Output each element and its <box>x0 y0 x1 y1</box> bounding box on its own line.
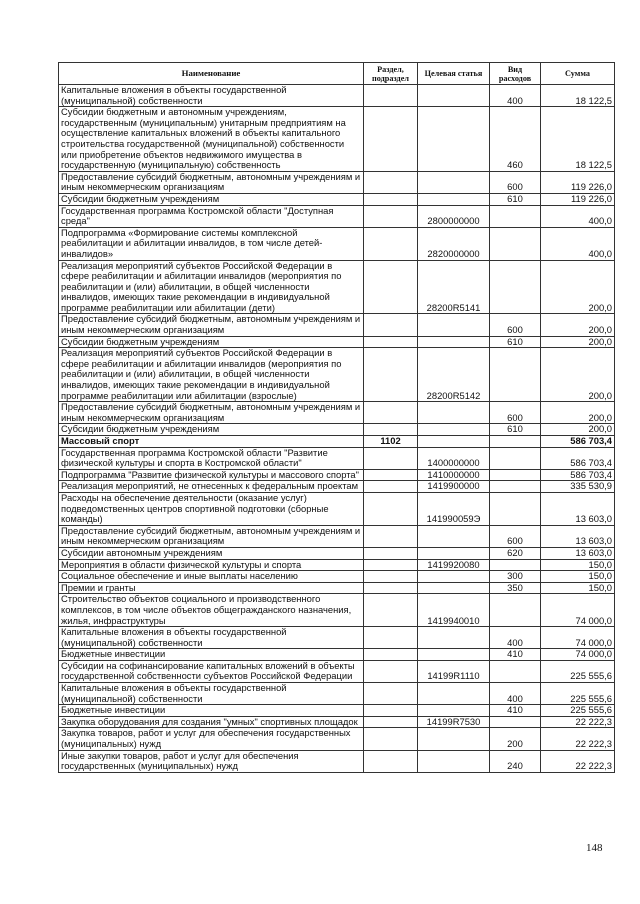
cell-name: Государственная программа Костромской области "Развитие физической культуры и спорта в Костромской области" <box>59 447 364 469</box>
cell-type <box>490 260 541 314</box>
table-header <box>59 63 615 85</box>
table-row <box>59 627 615 649</box>
cell-code <box>418 193 490 205</box>
cell-code <box>418 627 490 649</box>
cell-section <box>364 447 418 469</box>
cell-section <box>364 260 418 314</box>
table-row <box>59 85 615 107</box>
cell-sum: 400,0 <box>541 205 615 227</box>
cell-section <box>364 649 418 661</box>
cell-sum: 200,0 <box>541 424 615 436</box>
cell-sum: 13 603,0 <box>541 547 615 559</box>
budget-table <box>58 62 615 773</box>
cell-section <box>364 525 418 547</box>
cell-section <box>364 348 418 402</box>
cell-type: 460 <box>490 107 541 172</box>
cell-code: 1419940010 <box>418 594 490 627</box>
table-row <box>59 716 615 728</box>
cell-sum: 225 555,6 <box>541 705 615 717</box>
table-row <box>59 728 615 750</box>
cell-name: Субсидии бюджетным учреждениям <box>59 424 364 436</box>
cell-type: 200 <box>490 728 541 750</box>
cell-code <box>418 85 490 107</box>
cell-section <box>364 424 418 436</box>
cell-sum: 22 222,3 <box>541 716 615 728</box>
col-header-name: Наименование <box>59 63 364 85</box>
cell-code <box>418 436 490 448</box>
cell-section <box>364 85 418 107</box>
cell-section <box>364 171 418 193</box>
table-row <box>59 107 615 172</box>
table-row <box>59 481 615 493</box>
table-row <box>59 314 615 336</box>
cell-code <box>418 424 490 436</box>
col-header-section: Раздел, подраздел <box>364 63 418 85</box>
cell-name: Расходы на обеспечение деятельности (оказание услуг) подведомственных центров спортивной подготовки (сборные команды) <box>59 492 364 525</box>
table-row <box>59 649 615 661</box>
cell-section <box>364 469 418 481</box>
cell-section: 1102 <box>364 436 418 448</box>
table-row <box>59 571 615 583</box>
cell-section <box>364 402 418 424</box>
cell-name: Подпрограмма «Формирование системы комплексной реабилитации и абилитации инвалидов, в том числе детей-инвалидов» <box>59 227 364 260</box>
table-row <box>59 447 615 469</box>
cell-sum: 200,0 <box>541 402 615 424</box>
cell-sum: 119 226,0 <box>541 171 615 193</box>
cell-type: 610 <box>490 193 541 205</box>
cell-section <box>364 705 418 717</box>
cell-section <box>364 547 418 559</box>
cell-code: 1400000000 <box>418 447 490 469</box>
cell-name: Реализация мероприятий субъектов Российской Федерации в сфере реабилитации и абилитации инвалидов (мероприятия по реабилитации и (или) абилитации, в общей численности инвалидов, имеющих такие рекомендации в индивидуальной программе реабилитации или абилитации (взрослые) <box>59 348 364 402</box>
cell-code <box>418 649 490 661</box>
cell-name: Закупка оборудования для создания "умных" спортивных площадок <box>59 716 364 728</box>
cell-type <box>490 660 541 682</box>
cell-type <box>490 594 541 627</box>
cell-section <box>364 683 418 705</box>
table-row <box>59 348 615 402</box>
cell-type <box>490 227 541 260</box>
cell-sum: 335 530,9 <box>541 481 615 493</box>
cell-sum: 586 703,4 <box>541 469 615 481</box>
table-body <box>59 85 615 773</box>
cell-code: 2820000000 <box>418 227 490 260</box>
cell-name: Субсидии на софинансирование капитальных вложений в объекты государственной собственности субъектов Российской Федерации <box>59 660 364 682</box>
cell-sum: 150,0 <box>541 582 615 594</box>
table-row <box>59 402 615 424</box>
cell-section <box>364 492 418 525</box>
cell-type <box>490 436 541 448</box>
table-row <box>59 424 615 436</box>
cell-code: 28200R5141 <box>418 260 490 314</box>
cell-type <box>490 348 541 402</box>
cell-name: Капитальные вложения в объекты государственной (муниципальной) собственности <box>59 85 364 107</box>
cell-section <box>364 481 418 493</box>
cell-section <box>364 660 418 682</box>
table-row <box>59 559 615 571</box>
table-row <box>59 750 615 772</box>
cell-name: Капитальные вложения в объекты государственной (муниципальной) собственности <box>59 627 364 649</box>
table-row <box>59 582 615 594</box>
cell-sum: 74 000,0 <box>541 594 615 627</box>
table-row <box>59 193 615 205</box>
cell-code: 14199R7530 <box>418 716 490 728</box>
cell-code <box>418 402 490 424</box>
cell-name: Субсидии автономным учреждениям <box>59 547 364 559</box>
cell-name: Премии и гранты <box>59 582 364 594</box>
cell-code <box>418 750 490 772</box>
col-header-sum: Сумма <box>541 63 615 85</box>
page-number: 148 <box>586 842 603 854</box>
cell-sum: 18 122,5 <box>541 85 615 107</box>
cell-type <box>490 492 541 525</box>
table-row <box>59 260 615 314</box>
cell-type: 600 <box>490 525 541 547</box>
cell-code <box>418 705 490 717</box>
cell-section <box>364 205 418 227</box>
cell-name: Бюджетные инвестиции <box>59 649 364 661</box>
cell-section <box>364 107 418 172</box>
cell-type: 600 <box>490 171 541 193</box>
cell-code <box>418 107 490 172</box>
cell-type: 400 <box>490 683 541 705</box>
cell-type <box>490 469 541 481</box>
cell-code: 141990059Э <box>418 492 490 525</box>
cell-type: 240 <box>490 750 541 772</box>
cell-sum: 586 703,4 <box>541 436 615 448</box>
cell-section <box>364 716 418 728</box>
cell-code: 14199R1110 <box>418 660 490 682</box>
cell-name: Закупка товаров, работ и услуг для обеспечения государственных (муниципальных) нужд <box>59 728 364 750</box>
table-row <box>59 660 615 682</box>
cell-section <box>364 314 418 336</box>
cell-sum: 150,0 <box>541 559 615 571</box>
cell-code <box>418 336 490 348</box>
cell-name: Бюджетные инвестиции <box>59 705 364 717</box>
cell-type <box>490 481 541 493</box>
cell-type: 600 <box>490 402 541 424</box>
cell-code: 28200R5142 <box>418 348 490 402</box>
cell-section <box>364 336 418 348</box>
cell-sum: 13 603,0 <box>541 525 615 547</box>
col-header-code: Целевая статья <box>418 63 490 85</box>
cell-type: 300 <box>490 571 541 583</box>
cell-section <box>364 728 418 750</box>
table-row <box>59 525 615 547</box>
table-row <box>59 547 615 559</box>
cell-section <box>364 571 418 583</box>
table-row <box>59 705 615 717</box>
cell-name: Капитальные вложения в объекты государственной (муниципальной) собственности <box>59 683 364 705</box>
cell-section <box>364 594 418 627</box>
cell-code: 1410000000 <box>418 469 490 481</box>
table-row <box>59 171 615 193</box>
table-row <box>59 469 615 481</box>
cell-name: Предоставление субсидий бюджетным, автономным учреждениям и иным некоммерческим организациям <box>59 402 364 424</box>
cell-type: 610 <box>490 424 541 436</box>
cell-sum: 200,0 <box>541 348 615 402</box>
cell-section <box>364 627 418 649</box>
cell-sum: 200,0 <box>541 260 615 314</box>
cell-code <box>418 314 490 336</box>
table-row <box>59 205 615 227</box>
cell-name: Реализация мероприятий субъектов Российской Федерации в сфере реабилитации и абилитации инвалидов (мероприятия по реабилитации и (или) абилитации, в общей численности инвалидов, имеющих такие рекомендации в индивидуальной программе реабилитации или абилитации (дети) <box>59 260 364 314</box>
cell-code: 1419900000 <box>418 481 490 493</box>
cell-code <box>418 582 490 594</box>
cell-type: 400 <box>490 627 541 649</box>
table-row <box>59 683 615 705</box>
cell-name: Строительство объектов социального и производственного комплексов, в том числе объектов общегражданского назначения, жилья, инфраструктуры <box>59 594 364 627</box>
cell-code <box>418 525 490 547</box>
cell-type: 350 <box>490 582 541 594</box>
cell-sum: 200,0 <box>541 336 615 348</box>
cell-type: 600 <box>490 314 541 336</box>
cell-code: 2800000000 <box>418 205 490 227</box>
table-row <box>59 227 615 260</box>
cell-section <box>364 582 418 594</box>
cell-type: 400 <box>490 85 541 107</box>
cell-sum: 22 222,3 <box>541 750 615 772</box>
cell-sum: 200,0 <box>541 314 615 336</box>
cell-type: 410 <box>490 649 541 661</box>
cell-sum: 74 000,0 <box>541 627 615 649</box>
cell-sum: 400,0 <box>541 227 615 260</box>
cell-name: Подпрограмма "Развитие физической культуры и массового спорта" <box>59 469 364 481</box>
cell-section <box>364 227 418 260</box>
cell-code <box>418 571 490 583</box>
cell-sum: 225 555,6 <box>541 660 615 682</box>
header-row <box>59 63 615 85</box>
cell-type: 610 <box>490 336 541 348</box>
cell-code <box>418 547 490 559</box>
cell-type: 620 <box>490 547 541 559</box>
table-row <box>59 594 615 627</box>
cell-name: Социальное обеспечение и иные выплаты населению <box>59 571 364 583</box>
cell-code <box>418 683 490 705</box>
cell-name: Предоставление субсидий бюджетным, автономным учреждениям и иным некоммерческим организациям <box>59 525 364 547</box>
cell-sum: 225 555,6 <box>541 683 615 705</box>
cell-code <box>418 728 490 750</box>
cell-section <box>364 750 418 772</box>
cell-sum: 74 000,0 <box>541 649 615 661</box>
col-header-type: Вид расходов <box>490 63 541 85</box>
cell-sum: 18 122,5 <box>541 107 615 172</box>
cell-sum: 150,0 <box>541 571 615 583</box>
cell-sum: 119 226,0 <box>541 193 615 205</box>
cell-name: Мероприятия в области физической культуры и спорта <box>59 559 364 571</box>
cell-name: Субсидии бюджетным учреждениям <box>59 193 364 205</box>
cell-type: 410 <box>490 705 541 717</box>
cell-code <box>418 171 490 193</box>
cell-name: Предоставление субсидий бюджетным, автономным учреждениям и иным некоммерческим организациям <box>59 314 364 336</box>
cell-name: Предоставление субсидий бюджетным, автономным учреждениям и иным некоммерческим организациям <box>59 171 364 193</box>
cell-name: Государственная программа Костромской области "Доступная среда" <box>59 205 364 227</box>
cell-name: Субсидии бюджетным учреждениям <box>59 336 364 348</box>
cell-type <box>490 205 541 227</box>
cell-sum: 13 603,0 <box>541 492 615 525</box>
cell-name: Субсидии бюджетным и автономным учреждениям, государственным (муниципальным) унитарным предприятиям на осуществление капитальных вложений в объекты капитального строительства государственной (муниципальной) собственности или приобретение объектов недвижимого имущества в государственную (муниципальную) собственность <box>59 107 364 172</box>
cell-name: Массовый спорт <box>59 436 364 448</box>
table-row <box>59 336 615 348</box>
cell-name: Реализация мероприятий, не отнесенных к федеральным проектам <box>59 481 364 493</box>
table-row <box>59 436 615 448</box>
cell-code: 1419920080 <box>418 559 490 571</box>
cell-sum: 22 222,3 <box>541 728 615 750</box>
table-row <box>59 492 615 525</box>
cell-section <box>364 193 418 205</box>
cell-type <box>490 559 541 571</box>
cell-sum: 586 703,4 <box>541 447 615 469</box>
cell-type <box>490 716 541 728</box>
cell-section <box>364 559 418 571</box>
cell-type <box>490 447 541 469</box>
cell-name: Иные закупки товаров, работ и услуг для обеспечения государственных (муниципальных) нужд <box>59 750 364 772</box>
